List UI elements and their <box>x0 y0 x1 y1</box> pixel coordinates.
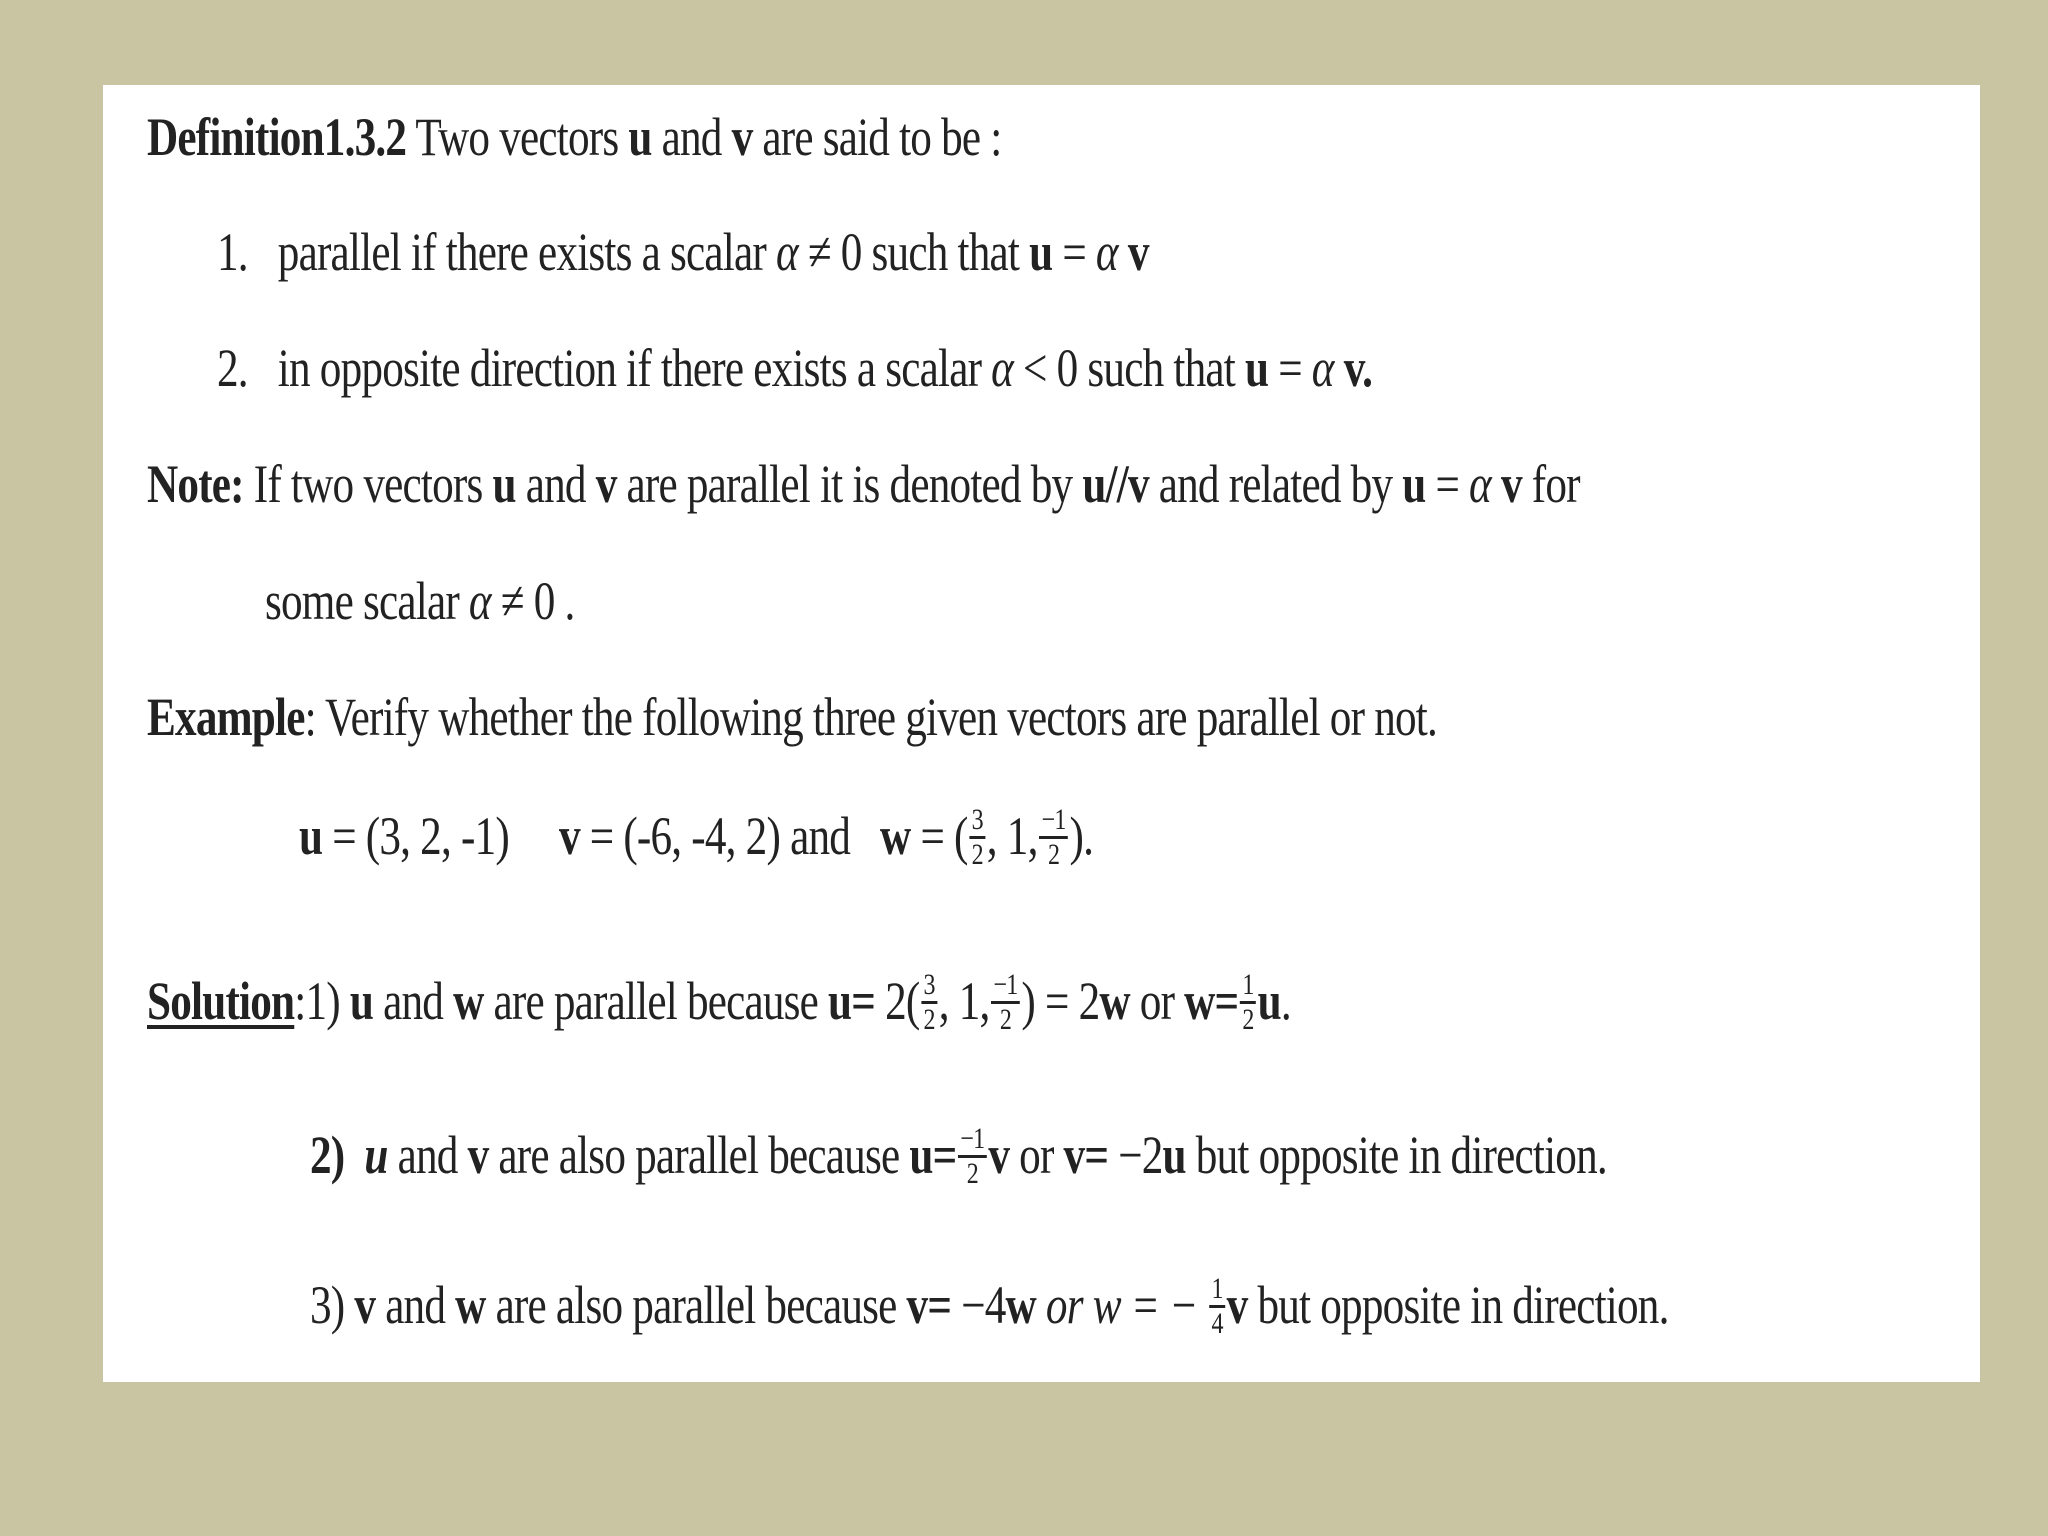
note-label: Note: <box>147 454 244 514</box>
definition-line: Definition1.3.2 Two vectors u and v are said to be : <box>147 107 1002 167</box>
solution-line-1: Solution:1) u and w are parallel because u= 2( $\frac{3}{2}$ , 1, $\frac{-1}{2}$ ) = 2w or w= $\frac{1}{2}$ u. <box>147 968 1291 1037</box>
definition-item-2: 2. in opposite direction if there exists a scalar α < 0 such that u = α v. <box>217 338 1373 398</box>
solution-line-3: 3) v and w are also parallel because v= −4w or w = − $\frac{1}{4}$ v but opposite in direction. <box>310 1272 1669 1341</box>
fraction: $\frac{1}{4}$ <box>1209 1273 1225 1340</box>
document-page <box>103 85 1980 1382</box>
note-line-2: some scalar α ≠ 0 . <box>265 571 575 631</box>
fraction: $\frac{-1}{2}$ <box>958 1123 987 1190</box>
fraction: $\frac{1}{2}$ <box>1240 969 1256 1036</box>
item-number: 2. <box>217 338 248 398</box>
item-number: 1. <box>217 222 248 282</box>
fraction: $\frac{3}{2}$ <box>921 969 937 1036</box>
definition-heading: Definition1.3.2 <box>147 107 407 167</box>
example-label: Example <box>147 687 305 747</box>
vectors-line: u = (3, 2, -1) v = (-6, -4, 2) and w = ( $\frac{3}{2}$ , 1, $\frac{-1}{2}$ ). <box>299 803 1094 872</box>
note-line: Note: If two vectors u and v are parallel it is denoted by u//v and related by u = α v for <box>147 454 1580 514</box>
fraction: $\frac{-1}{2}$ <box>991 969 1020 1036</box>
fraction: $\frac{3}{2}$ <box>969 804 985 871</box>
solution-line-2: 2) u and v are also parallel because u= $\frac{-1}{2}$ v or v= −2u but opposite in direction. <box>310 1122 1607 1191</box>
solution-label: Solution <box>147 971 295 1031</box>
definition-item-1: 1. parallel if there exists a scalar α ≠ 0 such that u = α v <box>217 222 1149 282</box>
fraction: $\frac{-1}{2}$ <box>1039 804 1068 871</box>
example-line: Example: Verify whether the following three given vectors are parallel or not. <box>147 687 1437 747</box>
